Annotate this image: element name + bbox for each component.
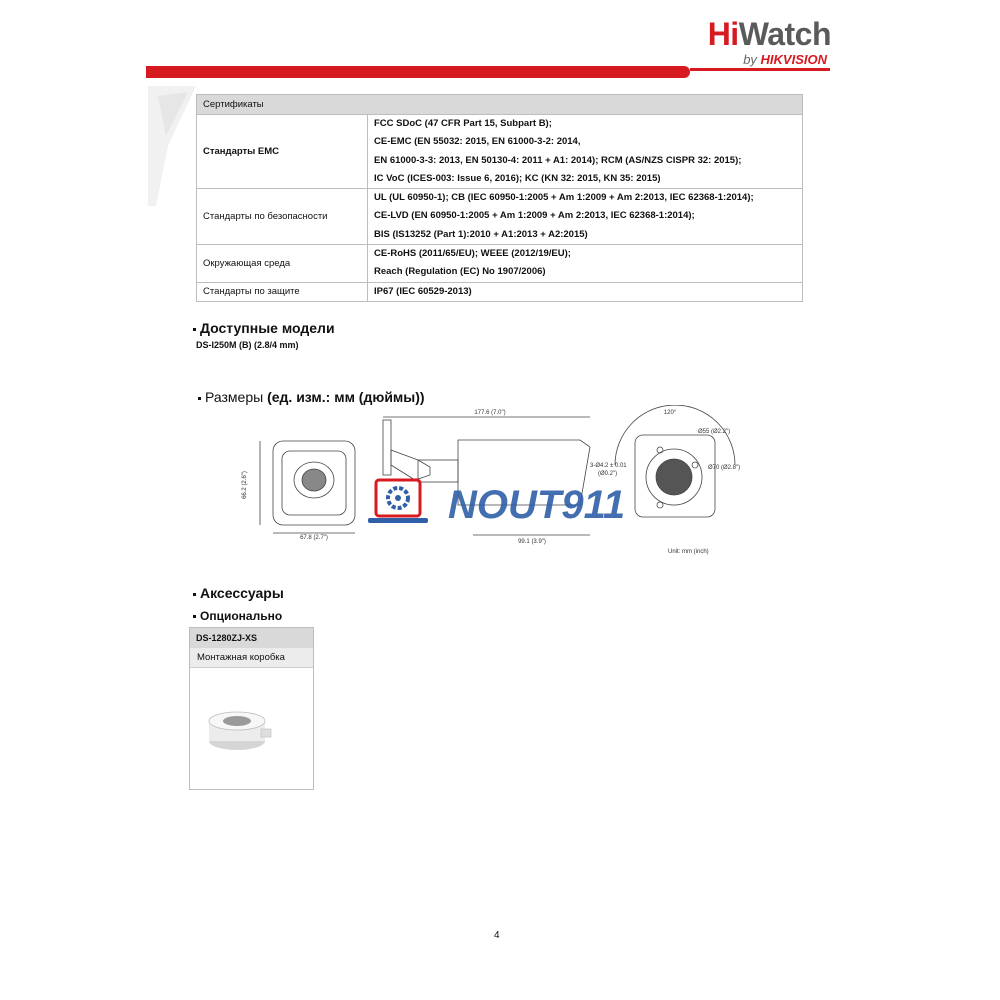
dimensions-heading-units: (ед. изм.: мм (дюймы)): [267, 389, 425, 405]
side-mount-plate: [383, 420, 391, 475]
height-label: 66.2 (2.6"): [242, 471, 248, 499]
logo-wordmark: [708, 14, 831, 54]
total-length-label: 177.6 (7.0"): [474, 410, 506, 416]
value-line: BIS (IS13252 (Part 1):2010 + A1:2013 + A2:2015): [374, 228, 588, 240]
bullet-icon: [193, 593, 196, 596]
row-value: [368, 245, 803, 283]
accessories-heading: [193, 585, 284, 601]
watermark-laptop-icon: [368, 480, 428, 523]
screw-hole: [692, 462, 698, 468]
value-line: IC VoC (ICES-003: Issue 6, 2016); KC (KN 32: 2015, KN 35: 2015): [374, 172, 661, 184]
models-heading: [193, 320, 335, 336]
junction-box-image: [205, 703, 275, 753]
table-row: [197, 282, 803, 301]
page-number: 4: [494, 930, 500, 941]
model-name: DS-I250M (B) (2.8/4 mm): [196, 340, 299, 350]
value-line: UL (UL 60950-1); CB (IEC 60950-1:2005 + Am 1:2009 + Am 2:2013, IEC 62368-1:2014);: [374, 192, 754, 204]
logo-hi: Hi: [707, 16, 739, 52]
value-line: CE-LVD (EN 60950-1:2005 + Am 1:2009 + Am 2:2013, IEC 62368-1:2014);: [374, 210, 695, 222]
models-heading-text: Доступные модели: [200, 320, 335, 336]
accessory-code: DS-1280ZJ-XS: [190, 628, 313, 648]
table-row: [197, 189, 803, 245]
row-label: Стандарты по защите: [197, 282, 368, 301]
row-label: Окружающая среда: [197, 245, 368, 283]
hiwatch-logo: [686, 14, 831, 70]
unit-label: Unit: mm (inch): [668, 549, 709, 555]
dimensions-heading: [198, 389, 425, 405]
row-label: Стандарты по безопасности: [197, 189, 368, 245]
row-value: [368, 282, 803, 301]
value-line: CE-RoHS (2011/65/EU); WEEE (2012/19/EU);: [374, 248, 571, 260]
hole-label: 3-Ø4.2 ± 0.01: [590, 463, 627, 469]
value-line: CE-EMC (EN 55032: 2015, EN 61000-3-2: 2014,: [374, 136, 581, 148]
accessory-name: Монтажная коробка: [190, 648, 313, 668]
angle-label: 120°: [663, 410, 677, 416]
accessory-card: [189, 627, 314, 790]
nout911-watermark: [362, 474, 662, 534]
d55-label: Ø55 (Ø2.2"): [698, 429, 731, 435]
table-row: [197, 115, 803, 189]
base-length-label: 99.1 (3.9"): [518, 539, 546, 545]
logo-watch: Watch: [738, 16, 831, 52]
value-line: FCC SDoC (47 CFR Part 15, Subpart B);: [374, 118, 552, 129]
table-row: [197, 245, 803, 283]
optional-heading-text: Опционально: [200, 609, 283, 623]
bullet-icon: [193, 615, 196, 618]
value-line: EN 61000-3-3: 2013, EN 50130-4: 2011 + A1: 2014); RCM (AS/NZS CISPR 32: 2015);: [374, 154, 742, 166]
header-red-bar: [146, 66, 690, 78]
screw-hole: [657, 447, 663, 453]
certificates-table: [196, 94, 803, 302]
logo-by: by: [743, 52, 761, 67]
row-value: [368, 189, 803, 245]
header-red-line: [690, 68, 830, 71]
front-width-label: 67.8 (2.7"): [300, 535, 328, 541]
table-header-cell: Сертификаты: [197, 95, 803, 115]
lens-glass: [302, 469, 326, 491]
accessories-heading-text: Аксессуары: [200, 585, 284, 601]
table-header-row: [197, 95, 803, 115]
dimensions-heading-normal: Размеры: [205, 389, 268, 405]
logo-hikvision: HIKVISION: [760, 52, 827, 67]
bullet-icon: [193, 328, 196, 331]
row-value: [368, 115, 803, 189]
optional-heading: [193, 609, 282, 623]
hole-inch-label: (Ø0.2"): [598, 471, 618, 477]
watermark-text: NOUT911: [448, 483, 626, 527]
logo-by-hikvision: [743, 52, 827, 67]
d70-label: Ø70 (Ø2.8"): [708, 465, 740, 471]
bullet-icon: [198, 397, 201, 400]
value-line: Reach (Regulation (EC) No 1907/2006): [374, 266, 546, 278]
row-label: Стандарты EMC: [197, 115, 368, 189]
decorative-corner-shape: [148, 86, 198, 206]
value-line: IP67 (IEC 60529-2013): [374, 285, 472, 297]
